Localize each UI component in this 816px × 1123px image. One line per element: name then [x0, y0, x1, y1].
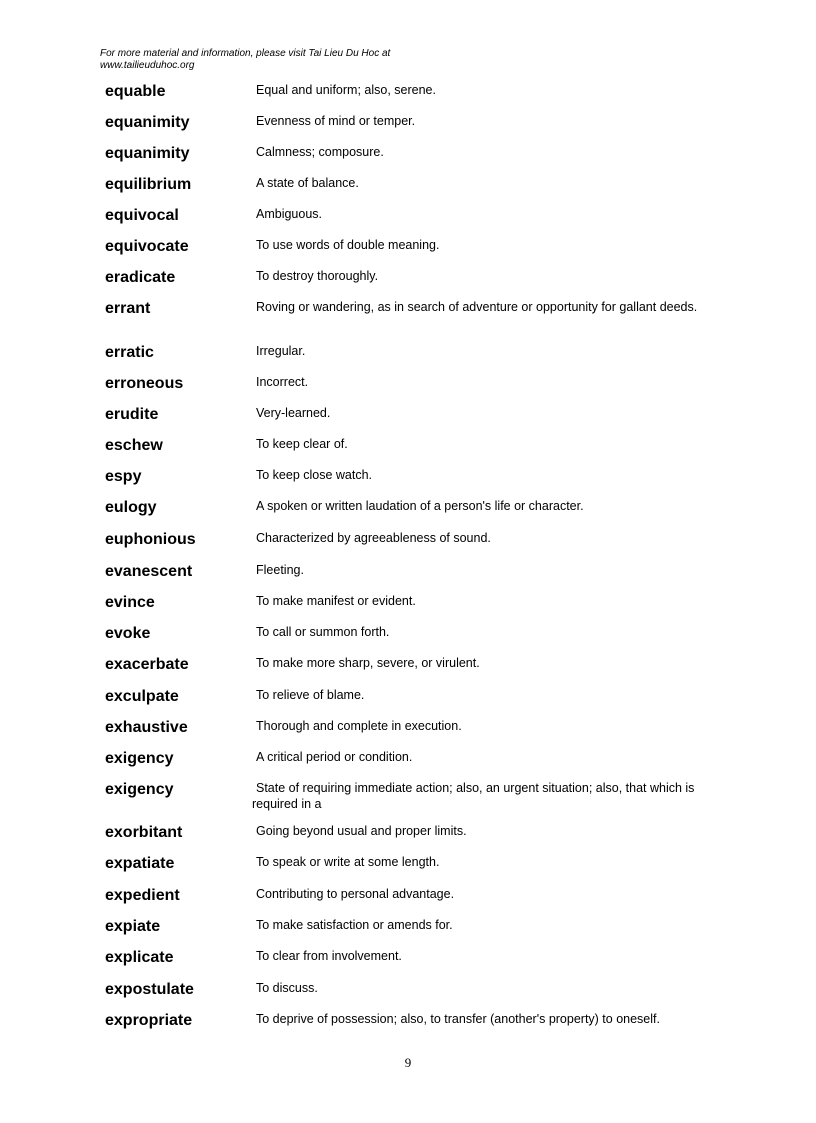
entry-definition: Fleeting.: [256, 563, 304, 577]
entry-definition: Ambiguous.: [256, 207, 323, 221]
page-number: 9: [404, 1055, 412, 1070]
entry-definition: A spoken or written laudation of a person's life or character.: [256, 499, 584, 513]
entry-term: exacerbate: [105, 656, 189, 673]
page-header: [100, 48, 390, 72]
entry-definition: To clear from involvement.: [256, 949, 402, 963]
entry-term: erudite: [105, 406, 159, 423]
entry-term: espy: [105, 468, 142, 485]
entry-term: eschew: [105, 437, 163, 454]
entry-definition: To deprive of possession; also, to transfer (another's property) to oneself.: [256, 1012, 660, 1026]
entry-term: evoke: [105, 625, 151, 642]
entry-term: exigency: [105, 781, 174, 798]
entry-definition: To make manifest or evident.: [256, 594, 416, 608]
entry-definition: To keep clear of.: [256, 437, 348, 451]
entry-definition: Very-learned.: [256, 406, 331, 420]
entry-term: errant: [105, 300, 151, 317]
header-line-1: For more material and information, please visit Tai Lieu Du Hoc at: [100, 48, 391, 59]
entry-definition: Evenness of mind or temper.: [256, 114, 416, 128]
entry-term: eulogy: [105, 499, 157, 516]
entry-definition: Incorrect.: [256, 375, 309, 389]
entry-definition: To make satisfaction or amends for.: [256, 918, 453, 932]
entry-definition: Characterized by agreeableness of sound.: [256, 531, 491, 545]
entry-term: expiate: [105, 918, 161, 935]
entry-definition: To discuss.: [256, 981, 318, 995]
entry-definition: Thorough and complete in execution.: [256, 719, 462, 733]
entry-definition: To make more sharp, severe, or virulent.: [256, 656, 480, 670]
entry-term: eradicate: [105, 269, 176, 286]
entry-term: equanimity: [105, 145, 190, 162]
entry-definition: State of requiring immediate action; also, an urgent situation; also, that which is required in a: [252, 781, 695, 811]
entry-term: equanimity: [105, 114, 190, 131]
entry-term: expedient: [105, 887, 180, 904]
entry-definition: A state of balance.: [256, 176, 359, 190]
entry-definition: To destroy thoroughly.: [256, 269, 379, 283]
entry-term: expropriate: [105, 1012, 193, 1029]
entry-definition: Going beyond usual and proper limits.: [256, 824, 467, 838]
entry-definition: Roving or wandering, as in search of adventure or opportunity for gallant deeds.: [256, 300, 698, 314]
entry-definition: Equal and uniform; also, serene.: [256, 83, 436, 97]
entry-term: exigency: [105, 750, 174, 767]
entry-term: equilibrium: [105, 176, 192, 193]
entry-definition: Calmness; composure.: [256, 145, 384, 159]
entry-definition: Contributing to personal advantage.: [256, 887, 455, 901]
entry-definition: To use words of double meaning.: [256, 238, 440, 252]
entry-definition: To keep close watch.: [256, 468, 373, 482]
entry-definition: To speak or write at some length.: [256, 855, 440, 869]
entry-definition: Irregular.: [256, 344, 306, 358]
header-line-2: www.tailieuduhoc.org: [100, 60, 195, 71]
entry-term: exorbitant: [105, 824, 183, 841]
entry-term: erratic: [105, 344, 154, 361]
entry-term: explicate: [105, 949, 174, 966]
entry-term: equable: [105, 83, 166, 100]
entry-definition: To call or summon forth.: [256, 625, 390, 639]
entry-term: expostulate: [105, 981, 194, 998]
entry-term: evanescent: [105, 563, 193, 580]
entry-term: exhaustive: [105, 719, 188, 736]
entry-definition: A critical period or condition.: [256, 750, 413, 764]
entry-term: equivocal: [105, 207, 179, 224]
entry-term: erroneous: [105, 375, 184, 392]
entry-term: exculpate: [105, 688, 179, 705]
entry-term: expatiate: [105, 855, 175, 872]
entry-term: euphonious: [105, 531, 196, 548]
entry-term: equivocate: [105, 238, 189, 255]
entry-definition: To relieve of blame.: [256, 688, 365, 702]
entry-term: evince: [105, 594, 155, 611]
